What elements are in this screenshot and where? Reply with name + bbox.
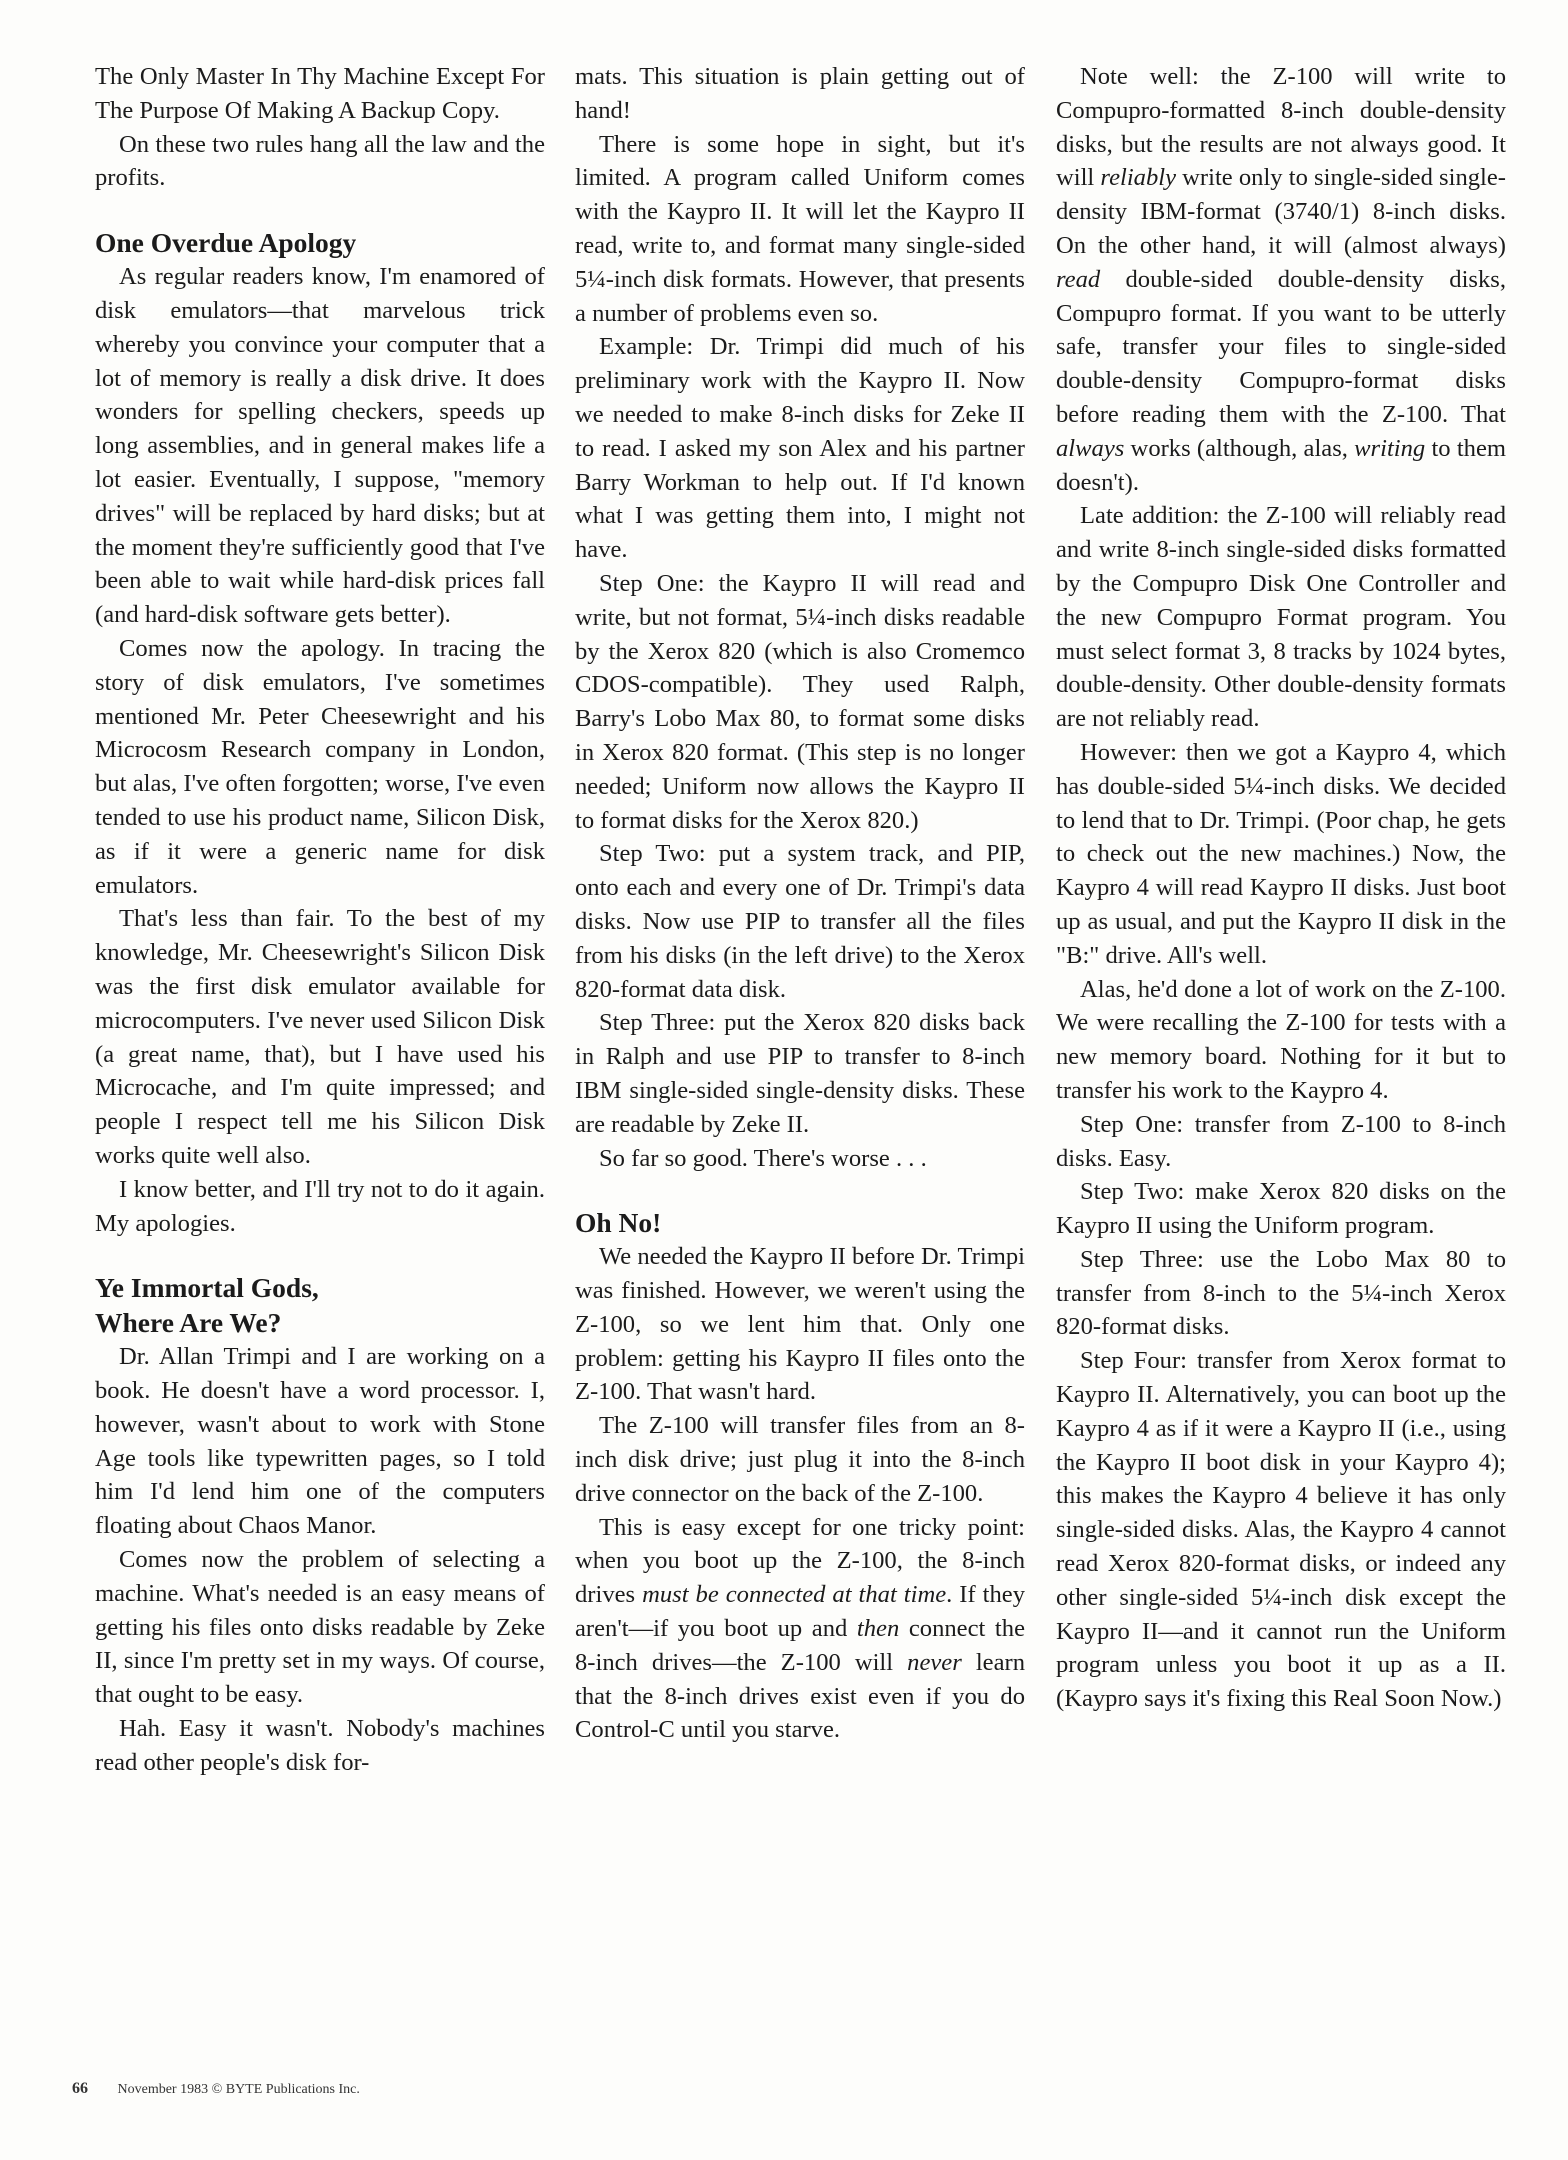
paragraph: So far so good. There's worse . . . (599, 1144, 927, 1172)
emphasis: never (907, 1648, 962, 1676)
paragraph: Comes now the apology. In tracing the story of disk emulators, I've sometimes mentioned Mr. Peter Cheesewright and his Microcosm Research company in London, but alas, I've often forgotten; worse, I've even tended to use his product name, Silicon Disk, as if it were a generic name for disk emulators. (95, 634, 545, 899)
paragraph (575, 1511, 1025, 1748)
column-1 (95, 60, 545, 1780)
emphasis: must be connected at that time (642, 1581, 947, 1609)
paragraph: Comes now the problem of selecting a machine. What's needed is an easy means of getting his files onto disks readable by Zeke II, since I'm pretty set in my ways. Of course, that ought to be easy. (95, 1546, 545, 1709)
text-run: to them doesn't). (1056, 434, 1506, 496)
paragraph: That's less than fair. To the best of my knowledge, Mr. Cheesewright's Silicon Disk was the first disk emulator available for microcomputers. I've never used Silicon Disk (a great name, that), but I have used his Microcache, and I'm quite impressed; and people I respect tell me his Silicon Disk works quite well also. (95, 905, 545, 1169)
heading-line-1: Ye Immortal Gods, (95, 1272, 319, 1304)
paragraph: As regular readers know, I'm enamored of disk emulators—that marvelous trick whereby you convince your computer that a lot of memory is really a disk drive. It does wonders for spelling checkers, speeds up long assemblies, and in general makes life a lot easier. Eventually, I suppose, "memory drives" will be replaced by hard disks; but at the moment they're sufficiently good that I've been able to wait while hard-disk prices fall (and hard-disk software gets better). (95, 263, 545, 629)
text-run: connect the 8-inch drives—the Z-100 will (575, 1615, 1025, 1676)
paragraph: mats. This situation is plain getting out of hand! (575, 63, 1025, 124)
paragraph: We needed the Kaypro II before Dr. Trimpi was finished. However, we weren't using the Z-100, so we lent him that. Only one problem: getting his Kaypro II files onto the Z-100. That wasn't hard. (575, 1243, 1025, 1406)
text-run: double-sided double-density disks, Compupro format. If you want to be utterly safe, transfer your files to single-sided double-density Compupro-format disks before reading them with the Z-100. That (1056, 265, 1506, 428)
emphasis: reliably (1100, 164, 1177, 192)
copyright-credit: November 1983 © BYTE Publications Inc. (117, 2082, 360, 2097)
section-heading-oh-no: Oh No! (575, 1207, 662, 1239)
paragraph: Step Three: use the Lobo Max 80 to transfer from 8-inch to the 5¼-inch Xerox 820-format disks. (1056, 1245, 1506, 1341)
emphasis: then (856, 1615, 900, 1643)
text-run: learn that the 8-inch drives exist even if you do Control-C until you starve. (575, 1648, 1025, 1744)
paragraph: Step Two: put a system track, and PIP, onto each and every one of Dr. Trimpi's data disks. Now use PIP to transfer all the files from his disks (in the left drive) to the Xerox 820-format data disk. (575, 840, 1025, 1003)
paragraph: Late addition: the Z-100 will reliably read and write 8-inch single-sided disks formatted by the Compupro Disk One Controller and the new Compupro Format program. You must select format 3, 8 tracks by 1024 bytes, double-density. Other double-density formats are not reliably read. (1056, 502, 1506, 733)
section-heading-immortal-gods (95, 1270, 545, 1340)
paragraph: Step Four: transfer from Xerox format to Kaypro II. Alternatively, you can boot up the Kaypro 4 as if it were a Kaypro II (i.e., using the Kaypro II boot disk in your Kaypro 4); this makes the Kaypro 4 believe it has only single-sided disks. Alas, the Kaypro 4 cannot read Xerox 820-format disks, or indeed any other single-sided 5¼-inch disk except the Kaypro II—and it cannot run the Uniform program unless you boot it up as a II. (Kaypro says it's fixing this Real Soon Now.) (1056, 1347, 1506, 1713)
paragraph: The Only Master In Thy Machine Except For The Purpose Of Making A Backup Copy. (95, 63, 545, 124)
text-run: This is easy except for one tricky point: when you boot up the Z-100, the 8-inch drives (575, 1513, 1025, 1609)
column-3 (1056, 60, 1506, 1716)
paragraph: On these two rules hang all the law and the profits. (95, 130, 545, 192)
text-run: Note well: the Z-100 will write to Compupro-formatted 8-inch double-density disks, but the results are not always good. It will (1056, 63, 1506, 192)
paragraph: Example: Dr. Trimpi did much of his preliminary work with the Kaypro II. Now we needed to make 8-inch disks for Zeke II to read. I asked my son Alex and his partner Barry Workman to help out. If I'd known what I was getting them into, I might not have. (575, 333, 1025, 564)
section-heading-apology: One Overdue Apology (95, 227, 357, 259)
paragraph: Step Two: make Xerox 820 disks on the Kaypro II using the Uniform program. (1056, 1178, 1506, 1240)
paragraph: Dr. Allan Trimpi and I are working on a book. He doesn't have a word processor. I, however, wasn't about to work with Stone Age tools like typewritten pages, so I told him I'd lend him one of the computers floating about Chaos Manor. (95, 1343, 545, 1540)
paragraph (1056, 60, 1506, 499)
paragraph: I know better, and I'll try not to do it again. My apologies. (95, 1175, 545, 1237)
emphasis: always (1056, 434, 1125, 462)
heading-line-2: Where Are We? (95, 1307, 282, 1339)
paragraph: Step Three: put the Xerox 820 disks back in Ralph and use PIP to transfer to 8-inch IBM single-sided single-density disks. These are readable by Zeke II. (575, 1009, 1025, 1138)
text-run: works (although, alas, (1124, 434, 1355, 462)
text-run: . If they aren't—if you boot up and (575, 1581, 1025, 1643)
column-2 (575, 60, 1025, 1747)
text-run: write only to single-sided single-density IBM-format (3740/1) 8-inch disks. On the other hand, it will (almost always) (1056, 164, 1506, 259)
paragraph: However: then we got a Kaypro 4, which has double-sided 5¼-inch disks. We decided to lend that to Dr. Trimpi. (Poor chap, he gets to check out the new machines.) Now, the Kaypro 4 will read Kaypro II disks. Just boot up as usual, and put the Kaypro II disk in the "B:" drive. All's well. (1056, 738, 1506, 969)
page-footer (72, 2080, 360, 2098)
emphasis: writing (1354, 434, 1426, 462)
emphasis: read (1056, 265, 1101, 293)
paragraph: The Z-100 will transfer files from an 8-inch disk drive; just plug it into the 8-inch drive connector on the back of the Z-100. (575, 1412, 1025, 1507)
paragraph: Step One: the Kaypro II will read and write, but not format, 5¼-inch disks readable by the Xerox 820 (which is also Cromemco CDOS-compatible). They used Ralph, Barry's Lobo Max 80, to format some disks in Xerox 820 format. (This step is no longer needed; Uniform now allows the Kaypro II to format disks for the Xerox 820.) (575, 569, 1025, 834)
paragraph: Hah. Easy it wasn't. Nobody's machines read other people's disk for- (95, 1715, 545, 1776)
paragraph: Step One: transfer from Z-100 to 8-inch disks. Easy. (1056, 1110, 1506, 1172)
paragraph: There is some hope in sight, but it's limited. A program called Uniform comes with the Kaypro II. It will let the Kaypro II read, write to, and format many single-sided 5¼-inch disk formats. However, that presents a number of problems even so. (575, 130, 1025, 327)
page-number: 66 (72, 2080, 88, 2097)
paragraph: Alas, he'd done a lot of work on the Z-100. We were recalling the Z-100 for tests with a new memory board. Nothing for it but to transfer his work to the Kaypro 4. (1056, 975, 1506, 1104)
